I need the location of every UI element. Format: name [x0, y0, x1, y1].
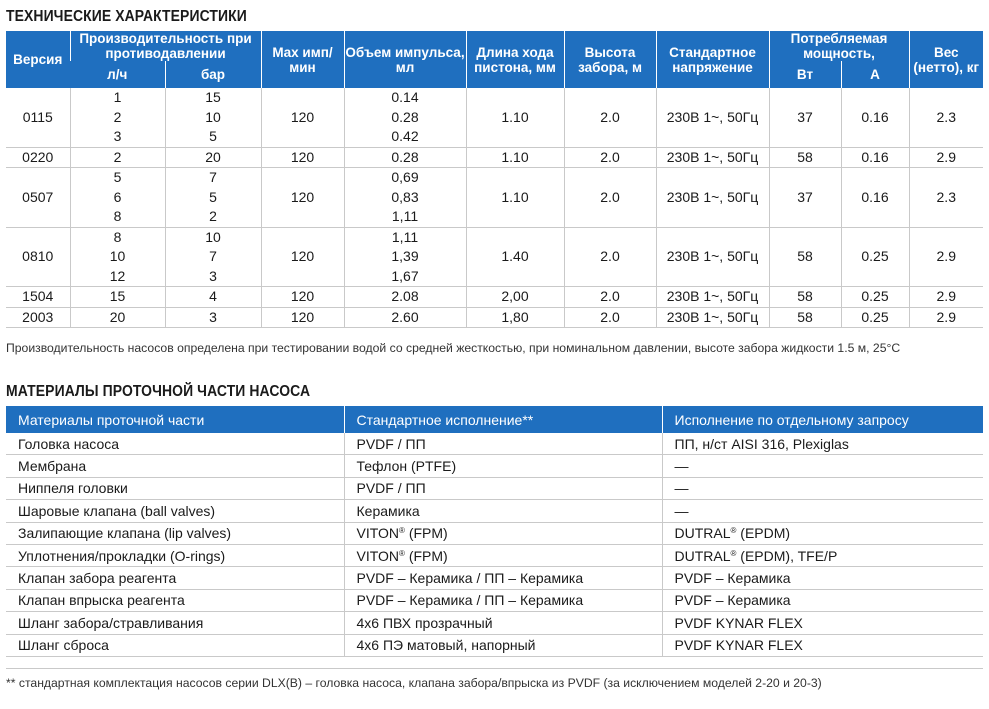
header-capacity: Производительность при противодавлении [70, 31, 261, 61]
materials-table [6, 406, 983, 657]
cell-max-imp: 120 [261, 287, 344, 308]
cell-volume [344, 287, 466, 308]
cell-standard: 4х6 ПВХ прозрачный [344, 612, 662, 634]
cell-optional: — [662, 455, 983, 477]
cell-weight: 2.9 [909, 307, 983, 328]
registered-mark: ® [730, 548, 737, 558]
cell-max-imp: 120 [261, 227, 344, 287]
header-suction: Высота забора, м [564, 31, 656, 88]
cell-part: Клапан забора реагента [6, 567, 344, 589]
cell-capacity-lh-value: 10 [109, 248, 126, 264]
cell-capacity-lh [70, 147, 165, 168]
cell-standard: PVDF – Керамика / ПП – Керамика [344, 589, 662, 611]
section-title-specs: ТЕХНИЧЕСКИЕ ХАРАКТЕРИСТИКИ [6, 8, 247, 25]
cell-capacity-bar-value: 4 [209, 288, 217, 304]
cell-capacity-lh-value: 15 [109, 288, 126, 304]
cell-capacity-bar-value: 10 [205, 228, 221, 245]
registered-mark: ® [399, 526, 405, 536]
cell-capacity-bar-value: 2 [209, 208, 217, 224]
cell-optional: — [662, 477, 983, 499]
cell-suction: 2.0 [564, 88, 656, 147]
material-row [6, 522, 983, 544]
cell-capacity-bar-value: 20 [205, 148, 221, 165]
cell-capacity-bar [165, 88, 261, 147]
header-max-imp: Max имп/мин [261, 31, 344, 88]
cell-weight: 2.9 [909, 147, 983, 168]
cell-capacity-lh-value: 2 [113, 148, 122, 165]
cell-capacity-lh-value: 5 [113, 169, 122, 185]
cell-power-a: 0.25 [841, 287, 909, 308]
cell-part: Уплотнения/прокладки (O-rings) [6, 544, 344, 566]
cell-volume-value: 0,83 [391, 188, 419, 205]
cell-capacity-lh-value: 3 [113, 128, 122, 144]
cell-capacity-lh-value: 1 [113, 89, 122, 105]
cell-part: Шланг забора/стравливания [6, 612, 344, 634]
cell-version: 0115 [6, 88, 70, 147]
header-materials-optional: Исполнение по отдельному запросу [662, 406, 983, 433]
cell-max-imp: 120 [261, 88, 344, 147]
cell-optional-detail: (EPDM) [736, 525, 791, 542]
spec-row [6, 147, 983, 168]
cell-volume [344, 307, 466, 328]
divider [6, 668, 983, 669]
cell-optional [662, 544, 983, 566]
cell-version: 1504 [6, 287, 70, 308]
cell-voltage: 230В 1~, 50Гц [656, 227, 769, 287]
cell-max-imp: 120 [261, 147, 344, 168]
header-capacity-bar: бар [165, 61, 261, 88]
cell-volume-value: 1,39 [391, 248, 419, 264]
cell-optional [662, 522, 983, 544]
cell-part: Шланг сброса [6, 634, 344, 656]
cell-volume-value: 1,67 [391, 267, 419, 284]
material-row [6, 455, 983, 477]
cell-volume-value: 0.42 [391, 128, 419, 144]
cell-max-imp: 120 [261, 168, 344, 228]
cell-weight: 2.3 [909, 168, 983, 228]
cell-suction: 2.0 [564, 147, 656, 168]
header-version: Версия [6, 31, 70, 88]
cell-volume-value: 1,11 [391, 208, 419, 224]
cell-power-a: 0.16 [841, 168, 909, 228]
cell-power-w: 58 [769, 147, 841, 168]
spec-row [6, 168, 983, 228]
header-weight: Вес (нетто), кг [909, 31, 983, 88]
cell-capacity-lh-value: 2 [113, 108, 122, 125]
cell-volume-value: 0,69 [391, 169, 419, 185]
header-volume: Объем импульса, мл [344, 31, 466, 88]
spec-row [6, 307, 983, 328]
spec-row [6, 88, 983, 147]
cell-capacity-bar-value: 5 [209, 128, 217, 144]
cell-capacity-bar [165, 287, 261, 308]
cell-power-a: 0.16 [841, 88, 909, 147]
header-power-a: А [841, 61, 909, 88]
cell-volume-value: 1,11 [391, 228, 419, 245]
specs-table [6, 31, 983, 328]
cell-part: Головка насоса [6, 433, 344, 455]
cell-volume [344, 147, 466, 168]
cell-optional: — [662, 500, 983, 522]
cell-part: Шаровые клапана (ball valves) [6, 500, 344, 522]
cell-version: 0507 [6, 168, 70, 228]
cell-capacity-lh [70, 168, 165, 228]
cell-power-a: 0.25 [841, 307, 909, 328]
cell-power-w: 58 [769, 307, 841, 328]
cell-optional-brand: DUTRAL [674, 547, 731, 564]
cell-part: Залипающие клапана (lip valves) [6, 522, 344, 544]
cell-capacity-lh [70, 227, 165, 287]
cell-stroke: 1.40 [466, 227, 564, 287]
cell-stroke: 1.10 [466, 88, 564, 147]
section-title-materials: МАТЕРИАЛЫ ПРОТОЧНОЙ ЧАСТИ НАСОСА [6, 383, 311, 400]
materials-footnote: ** стандартная комплектация насосов серии DLX(B) – головка насоса, клапана забора/впрыска из PVDF (за исключением моделей 2-20 и 20-3) [6, 676, 822, 690]
material-row [6, 433, 983, 455]
cell-capacity-lh [70, 88, 165, 147]
cell-suction: 2.0 [564, 168, 656, 228]
cell-optional: PVDF KYNAR FLEX [662, 612, 983, 634]
cell-power-w: 37 [769, 88, 841, 147]
cell-capacity-bar-value: 15 [205, 89, 221, 105]
specs-footnote: Производительность насосов определена при тестировании водой со средней жесткостью, при номинальном давлении, высоте забора жидкости 1.5 м, 25°C [6, 341, 901, 355]
cell-volume-value: 0.28 [391, 108, 419, 125]
header-materials-part: Материалы проточной части [6, 406, 344, 433]
material-row [6, 477, 983, 499]
material-row [6, 500, 983, 522]
cell-capacity-lh-value: 20 [109, 308, 126, 325]
cell-voltage: 230В 1~, 50Гц [656, 88, 769, 147]
cell-power-a: 0.25 [841, 227, 909, 287]
cell-capacity-lh [70, 307, 165, 328]
cell-voltage: 230В 1~, 50Гц [656, 168, 769, 228]
cell-capacity-bar [165, 147, 261, 168]
cell-optional: PVDF KYNAR FLEX [662, 634, 983, 656]
cell-standard: PVDF – Керамика / ПП – Керамика [344, 567, 662, 589]
cell-standard-detail: (FPM) [404, 547, 448, 564]
cell-capacity-lh-value: 8 [113, 228, 122, 245]
cell-capacity-bar-value: 7 [209, 169, 217, 185]
cell-capacity-lh-value: 8 [113, 208, 122, 224]
cell-volume-value: 0.14 [391, 89, 419, 105]
cell-voltage: 230В 1~, 50Гц [656, 307, 769, 328]
cell-stroke: 1.10 [466, 147, 564, 168]
cell-standard-brand: VITON [356, 525, 400, 542]
cell-volume [344, 88, 466, 147]
cell-capacity-lh-value: 12 [109, 267, 126, 284]
spec-row [6, 227, 983, 287]
cell-weight: 2.9 [909, 287, 983, 308]
cell-weight: 2.3 [909, 88, 983, 147]
cell-capacity-bar [165, 307, 261, 328]
cell-volume [344, 168, 466, 228]
cell-stroke: 1.10 [466, 168, 564, 228]
cell-version: 0810 [6, 227, 70, 287]
cell-power-w: 37 [769, 168, 841, 228]
cell-standard: Тефлон (PTFE) [344, 455, 662, 477]
cell-power-w: 58 [769, 227, 841, 287]
header-stroke: Длина хода пистона, мм [466, 31, 564, 88]
cell-standard: PVDF / ПП [344, 433, 662, 455]
header-power: Потребляемая мощность, [769, 31, 909, 61]
cell-optional: PVDF – Керамика [662, 567, 983, 589]
cell-capacity-lh [70, 287, 165, 308]
header-voltage: Стандартное напряжение [656, 31, 769, 88]
cell-capacity-bar [165, 227, 261, 287]
cell-volume [344, 227, 466, 287]
cell-standard [344, 544, 662, 566]
cell-version: 2003 [6, 307, 70, 328]
cell-standard: 4х6 ПЭ матовый, напорный [344, 634, 662, 656]
cell-standard [344, 522, 662, 544]
cell-power-w: 58 [769, 287, 841, 308]
cell-suction: 2.0 [564, 287, 656, 308]
cell-version: 0220 [6, 147, 70, 168]
cell-capacity-bar-value: 3 [209, 308, 217, 325]
cell-stroke: 2,00 [466, 287, 564, 308]
material-row [6, 634, 983, 656]
header-capacity-lh: л/ч [70, 61, 165, 88]
cell-suction: 2.0 [564, 227, 656, 287]
cell-standard: Керамика [344, 500, 662, 522]
cell-volume-value: 0.28 [391, 148, 419, 165]
cell-voltage: 230В 1~, 50Гц [656, 287, 769, 308]
registered-mark: ® [399, 548, 405, 558]
material-row [6, 544, 983, 566]
cell-stroke: 1,80 [466, 307, 564, 328]
material-row [6, 567, 983, 589]
cell-volume-value: 2.60 [391, 308, 419, 325]
cell-max-imp: 120 [261, 307, 344, 328]
cell-capacity-bar-value: 5 [209, 188, 217, 205]
cell-optional: ПП, н/ст AISI 316, Plexiglas [662, 433, 983, 455]
cell-standard-detail: (FPM) [404, 525, 448, 542]
material-row [6, 589, 983, 611]
cell-part: Ниппеля головки [6, 477, 344, 499]
cell-standard-brand: VITON [356, 547, 400, 564]
cell-capacity-bar-value: 7 [209, 248, 217, 264]
cell-power-a: 0.16 [841, 147, 909, 168]
header-power-w: Вт [769, 61, 841, 88]
cell-volume-value: 2.08 [391, 288, 419, 304]
cell-voltage: 230В 1~, 50Гц [656, 147, 769, 168]
cell-capacity-bar-value: 3 [209, 267, 217, 284]
cell-capacity-bar [165, 168, 261, 228]
header-materials-standard: Стандартное исполнение** [344, 406, 662, 433]
cell-optional-detail: (EPDM), TFE/P [736, 547, 838, 564]
registered-mark: ® [730, 526, 737, 536]
cell-suction: 2.0 [564, 307, 656, 328]
cell-weight: 2.9 [909, 227, 983, 287]
material-row [6, 612, 983, 634]
cell-capacity-lh-value: 6 [113, 188, 122, 205]
cell-optional-brand: DUTRAL [674, 525, 731, 542]
cell-standard: PVDF / ПП [344, 477, 662, 499]
spec-row [6, 287, 983, 308]
cell-part: Мембрана [6, 455, 344, 477]
cell-part: Клапан впрыска реагента [6, 589, 344, 611]
cell-optional: PVDF – Керамика [662, 589, 983, 611]
cell-capacity-bar-value: 10 [205, 108, 221, 125]
